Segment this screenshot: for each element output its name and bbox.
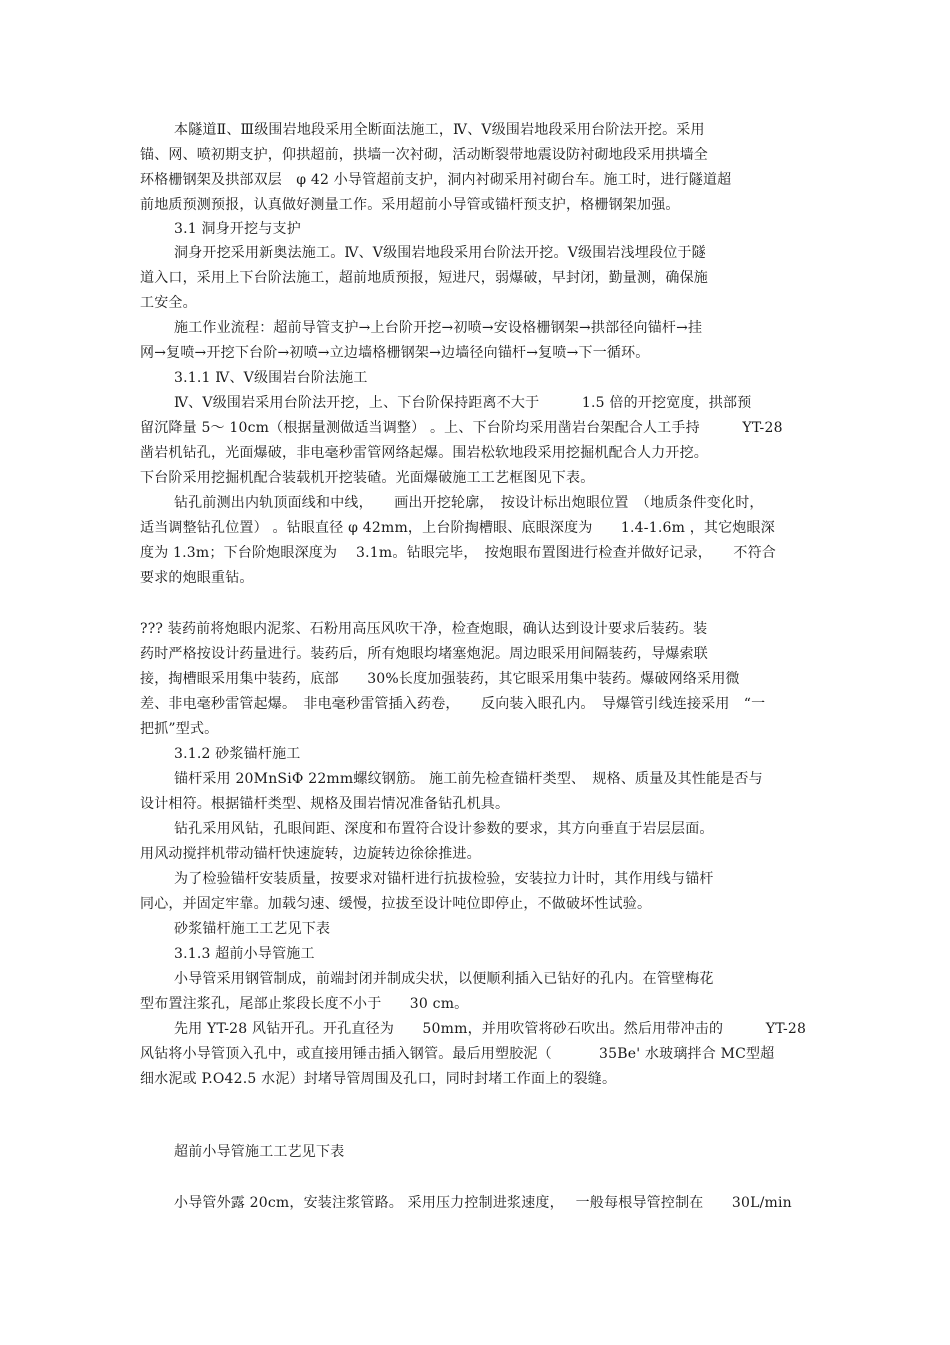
text-line: 要求的炮眼重钻。 [140,570,254,586]
text-line: 接，掏槽眼采用集中装药，底部 30%长度加强装药，其它眼采用集中装药。爆破网络采用微 [140,671,740,687]
text-line: 工安全。 [140,295,197,311]
text-line: 同心，并固定牢靠。加载匀速、缓慢，拉拔至设计吨位即停止，不做破坏性试验。 [140,896,652,912]
text-line: 锚杆采用 20MnSiΦ 22mm螺纹钢筋。 施工前先检查锚杆类型、 规格、质量及其性能是否与 [174,771,763,787]
text-line: 本隧道Ⅱ、Ⅲ级围岩地段采用全断面法施工，Ⅳ、Ⅴ级围岩地段采用台阶法开挖。采用 [174,122,705,138]
text-line: 小导管外露 20cm，安装注浆管路。 采用压力控制进浆速度， 一般每根导管控制在 30L/min [174,1195,792,1211]
text-line: 洞身开挖采用新奥法施工。Ⅳ、Ⅴ级围岩地段采用台阶法开挖。Ⅴ级围岩浅埋段位于隧 [174,245,706,261]
text-line: 细水泥或 P.O42.5 水泥）封堵导管周围及孔口，同时封堵工作面上的裂缝。 [140,1071,617,1087]
text-line: 锚、网、喷初期支护，仰拱超前，拱墙一次衬砌，活动断裂带地震设防衬砌地段采用拱墙全 [140,147,708,163]
text-line: 道入口，采用上下台阶法施工，超前地质预报，短进尺，弱爆破，早封闭，勤量测，确保施 [140,270,708,286]
text-line: 留沉降量 5～ 10cm（根据量测做适当调整） 。上、下台阶均采用凿岩台架配合人工手持 YT-28 [140,420,783,436]
section-heading: 3.1 洞身开挖与支护 [174,221,301,237]
text-line: 下台阶采用挖掘机配合装载机开挖装碴。光面爆破施工工艺框图见下表。 [140,470,595,486]
section-heading: 3.1.2 砂浆锚杆施工 [174,746,301,762]
text-line: 小导管采用钢管制成，前端封闭并制成尖状，以便顺利插入已钻好的孔内。在管壁梅花 [174,971,714,987]
text-line: 前地质预测预报，认真做好测量工作。采用超前小导管或锚杆预支护，格栅钢架加强。 [140,197,680,213]
text-line: 适当调整钻孔位置） 。钻眼直径 φ 42mm，上台阶掏槽眼、底眼深度为 1.4-1.6m ，其它炮眼深 [140,520,775,536]
text-line: 设计相符。根据锚杆类型、规格及围岩情况准备钻孔机具。 [140,796,510,812]
text-line: 超前小导管施工工艺见下表 [174,1144,345,1160]
section-heading: 3.1.1 Ⅳ、Ⅴ级围岩台阶法施工 [174,370,368,386]
text-line: ??? 装药前将炮眼内泥浆、石粉用高压风吹干净，检查炮眼，确认达到设计要求后装药。装 [140,621,708,637]
text-line: 钻孔前测出内轨顶面线和中线， 画出开挖轮廓， 按设计标出炮眼位置 （地质条件变化时， [174,495,764,511]
text-line: Ⅳ、Ⅴ级围岩采用台阶法开挖，上、下台阶保持距离不大于 1.5 倍的开挖宽度，拱部预 [174,395,752,411]
text-line: 砂浆锚杆施工工艺见下表 [174,921,331,937]
text-line: 药时严格按设计药量进行。装药后，所有炮眼均堵塞炮泥。周边眼采用间隔装药，导爆索联 [140,646,708,662]
text-line: 网→复喷→开挖下台阶→初喷→立边墙格栅钢架→边墙径向锚杆→复喷→下一循环。 [140,345,650,361]
text-line: 用风动搅拌机带动锚杆快速旋转，边旋转边徐徐推进。 [140,846,481,862]
text-line: 环格栅钢架及拱部双层 φ 42 小导管超前支护，洞内衬砌采用衬砌台车。施工时，进行隧道超 [140,172,732,188]
text-line: 度为 1.3m；下台阶炮眼深度为 3.1m。钻眼完毕， 按炮眼布置图进行检查并做好记录， 不符合 [140,545,776,561]
section-heading: 3.1.3 超前小导管施工 [174,946,315,962]
text-line: 风钻将小导管顶入孔中，或直接用锤击插入钢管。最后用塑胶泥（ 35Be' 水玻璃拌合 MC型超 [140,1046,775,1062]
text-line: 施工作业流程：超前导管支护→上台阶开挖→初喷→安设格栅钢架→拱部径向锚杆→挂 [174,320,703,336]
text-line: 把抓”型式。 [140,721,219,737]
text-line: 为了检验锚杆安装质量，按要求对锚杆进行抗拔检验，安装拉力计时，其作用线与锚杆 [174,871,714,887]
text-line: 型布置注浆孔，尾部止浆段长度不小于 30 cm。 [140,996,469,1012]
text-line: 先用 YT-28 风钻开孔。开孔直径为 50mm，并用吹管将砂石吹出。然后用带冲击的 YT-28 [174,1021,807,1037]
text-line: 钻孔采用风钻，孔眼间距、深度和布置符合设计参数的要求，其方向垂直于岩层层面。 [174,821,714,837]
text-line: 凿岩机钻孔，光面爆破，非电毫秒雷管网络起爆。围岩松软地段采用挖掘机配合人力开挖。 [140,445,708,461]
text-line: 差、非电毫秒雷管起爆。 非电毫秒雷管插入药卷， 反向装入眼孔内。 导爆管引线连接采用 “一 [140,696,766,712]
